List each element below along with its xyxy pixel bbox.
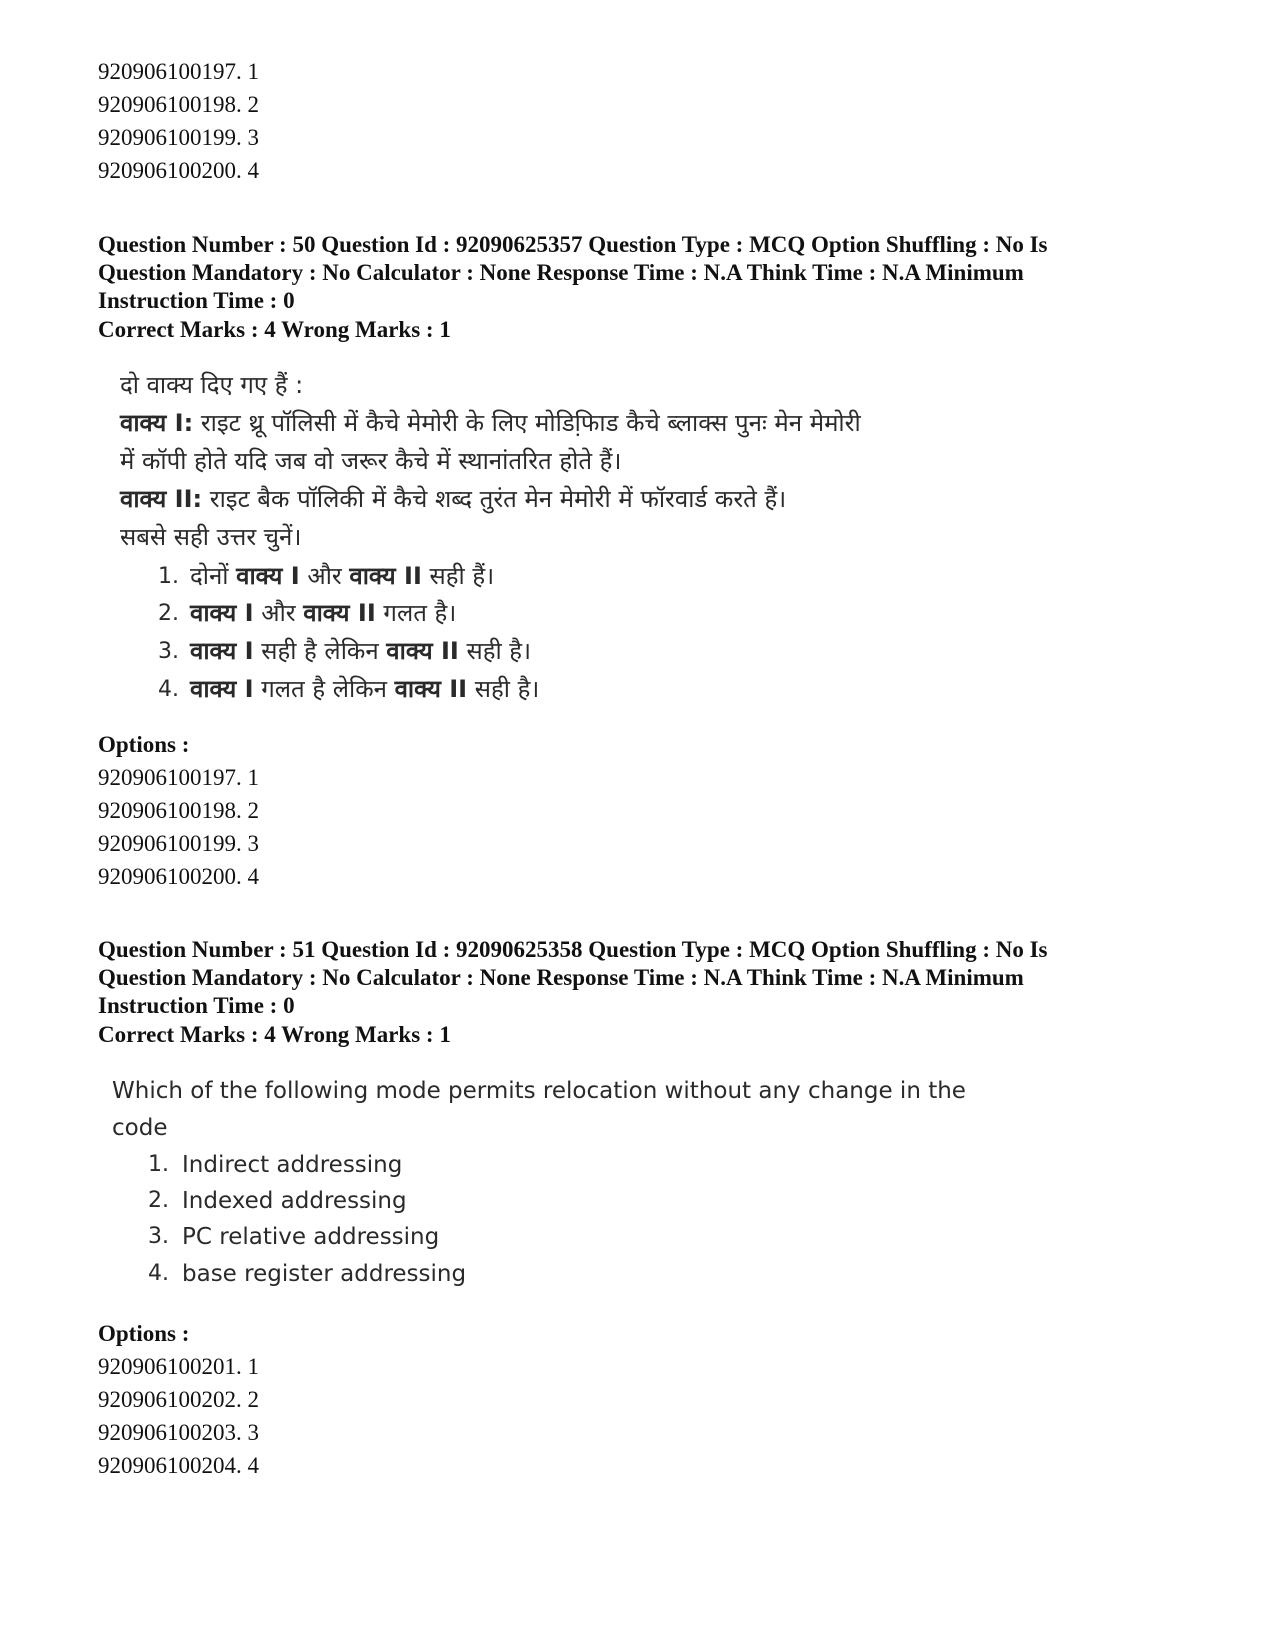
option-line: 920906100198. 2 [98, 92, 259, 117]
option-line: 920906100204. 4 [98, 1453, 259, 1478]
option-line: 920906100199. 3 [98, 125, 259, 150]
question-meta-line: Question Number : 51 Question Id : 92090625358 Question Type : MCQ Option Shuffling : No Is [98, 937, 1048, 962]
statement-1 [120, 408, 861, 438]
choice-number: 1. [158, 564, 179, 589]
choice-text: वाक्य I गलत है लेकिन वाक्य II सही है। [190, 675, 540, 703]
choice-text: base register addressing [182, 1261, 467, 1287]
question-stem: Which of the following mode permits relocation without any change in the [112, 1078, 966, 1104]
choice-text: Indexed addressing [182, 1188, 407, 1214]
statement-label: वाक्य I: [120, 409, 194, 437]
choice-number: 4. [158, 677, 179, 702]
choice-number: 3. [158, 639, 179, 664]
option-line: 920906100201. 1 [98, 1354, 259, 1379]
option-line: 920906100197. 1 [98, 59, 259, 84]
option-line: 920906100199. 3 [98, 831, 259, 856]
option-line: 920906100202. 2 [98, 1387, 259, 1412]
statement-1-continued: में कॉपी होते यदि जब वो जरूर कैचे में स्थानांतरित होते हैं। [120, 447, 622, 475]
question-prompt: सबसे सही उत्तर चुनें। [120, 523, 302, 551]
choice-number: 4. [148, 1261, 169, 1286]
question-intro: दो वाक्य दिए गए हैं : [120, 371, 304, 399]
choice-text: दोनों वाक्य I और वाक्य II सही हैं। [190, 562, 495, 590]
statement-2 [120, 484, 786, 514]
question-meta-line: Question Mandatory : No Calculator : None Response Time : N.A Think Time : N.A Minimum [98, 965, 1024, 990]
question-stem-continued: code [112, 1115, 168, 1141]
question-meta-line: Question Mandatory : No Calculator : None Response Time : N.A Think Time : N.A Minimum [98, 260, 1024, 285]
choice-text: PC relative addressing [182, 1224, 440, 1250]
question-image [120, 370, 940, 710]
choice-number: 2. [158, 601, 179, 626]
statement-text: राइट थ्रू पॉलिसी में कैचे मेमोरी के लिए मोडिफाि़ड कैचे ब्लाक्स पुनः मेन मेमोरी [193, 409, 861, 437]
statement-text: राइट बैक पॉलिकी में कैचे शब्द तुरंत मेन मेमोरी में फॉरवार्ड करते हैं। [202, 485, 787, 513]
marks-line: Correct Marks : 4 Wrong Marks : 1 [98, 317, 451, 342]
option-line: 920906100197. 1 [98, 765, 259, 790]
question-image [112, 1076, 966, 1296]
options-label: Options : [98, 732, 190, 757]
question-meta [98, 936, 1198, 1020]
question-meta-line: Question Number : 50 Question Id : 92090625357 Question Type : MCQ Option Shuffling : No Is [98, 232, 1048, 257]
choice-text: Indirect addressing [182, 1152, 403, 1178]
option-line: 920906100200. 4 [98, 864, 259, 889]
option-line: 920906100203. 3 [98, 1420, 259, 1445]
statement-label: वाक्य II: [120, 485, 203, 513]
question-meta-line: Instruction Time : 0 [98, 288, 295, 313]
choice-number: 1. [148, 1152, 169, 1177]
question-meta [98, 231, 1198, 315]
question-meta-line: Instruction Time : 0 [98, 993, 295, 1018]
marks-line: Correct Marks : 4 Wrong Marks : 1 [98, 1022, 451, 1047]
choice-text: वाक्य I और वाक्य II गलत है। [190, 599, 457, 627]
choice-number: 3. [148, 1224, 169, 1249]
options-label: Options : [98, 1321, 190, 1346]
choice-text: वाक्य I सही है लेकिन वाक्य II सही है। [190, 637, 532, 665]
option-line: 920906100198. 2 [98, 798, 259, 823]
option-line: 920906100200. 4 [98, 158, 259, 183]
choice-number: 2. [148, 1188, 169, 1213]
